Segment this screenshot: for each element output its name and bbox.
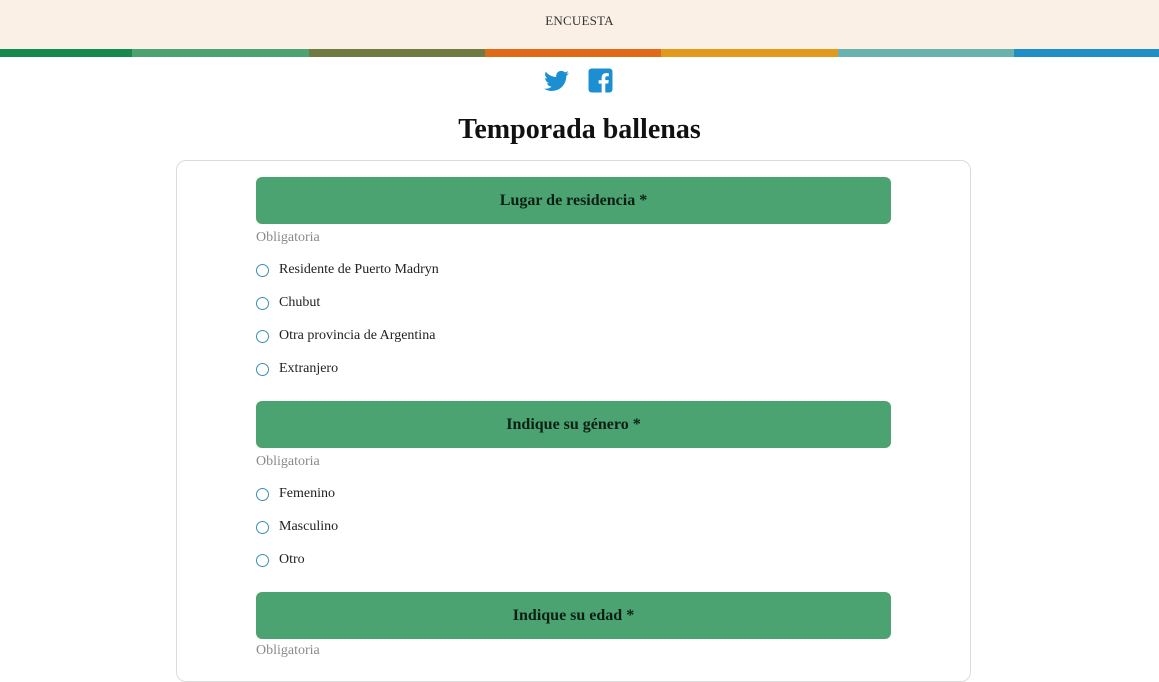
page-title: Temporada ballenas [458,114,701,145]
survey-label: ENCUESTA [545,12,614,28]
stripe-3 [309,49,485,57]
radio-button[interactable] [256,264,269,277]
option-chubut[interactable] [256,295,320,311]
stripe-4 [485,49,661,57]
radio-button[interactable] [256,521,269,534]
option-label: Otra provincia de Argentina [279,328,436,343]
required-hint: Obligatoria [256,643,320,658]
option-label: Extranjero [279,361,339,376]
stripe-1 [0,49,132,57]
top-bar [0,0,1159,49]
option-residente-puerto-madryn[interactable] [256,262,439,278]
radio-button[interactable] [256,554,269,567]
stripe-5 [661,49,838,57]
question-header-residence: Lugar de residencia * [256,177,891,224]
option-masculino[interactable] [256,519,338,535]
stripe-2 [132,49,309,57]
radio-button[interactable] [256,297,269,310]
option-label: Femenino [279,486,335,501]
stripe-6 [838,49,1014,57]
option-otro[interactable] [256,552,305,568]
social-links [0,68,1159,95]
color-stripes [0,49,1159,57]
option-femenino[interactable] [256,486,335,502]
radio-button[interactable] [256,330,269,343]
stripe-7 [1014,49,1159,57]
question-header-gender: Indique su género * [256,401,891,448]
required-hint: Obligatoria [256,230,320,245]
option-label: Otro [279,552,305,567]
option-label: Chubut [279,295,321,310]
required-hint: Obligatoria [256,454,320,469]
facebook-icon[interactable] [588,68,615,95]
question-header-age: Indique su edad * [256,592,891,639]
twitter-icon[interactable] [543,68,570,95]
option-label: Masculino [279,519,339,534]
radio-button[interactable] [256,488,269,501]
option-label: Residente de Puerto Madryn [279,262,439,277]
radio-button[interactable] [256,363,269,376]
survey-form [176,160,971,682]
option-otra-provincia[interactable] [256,328,435,344]
option-extranjero[interactable] [256,361,338,377]
